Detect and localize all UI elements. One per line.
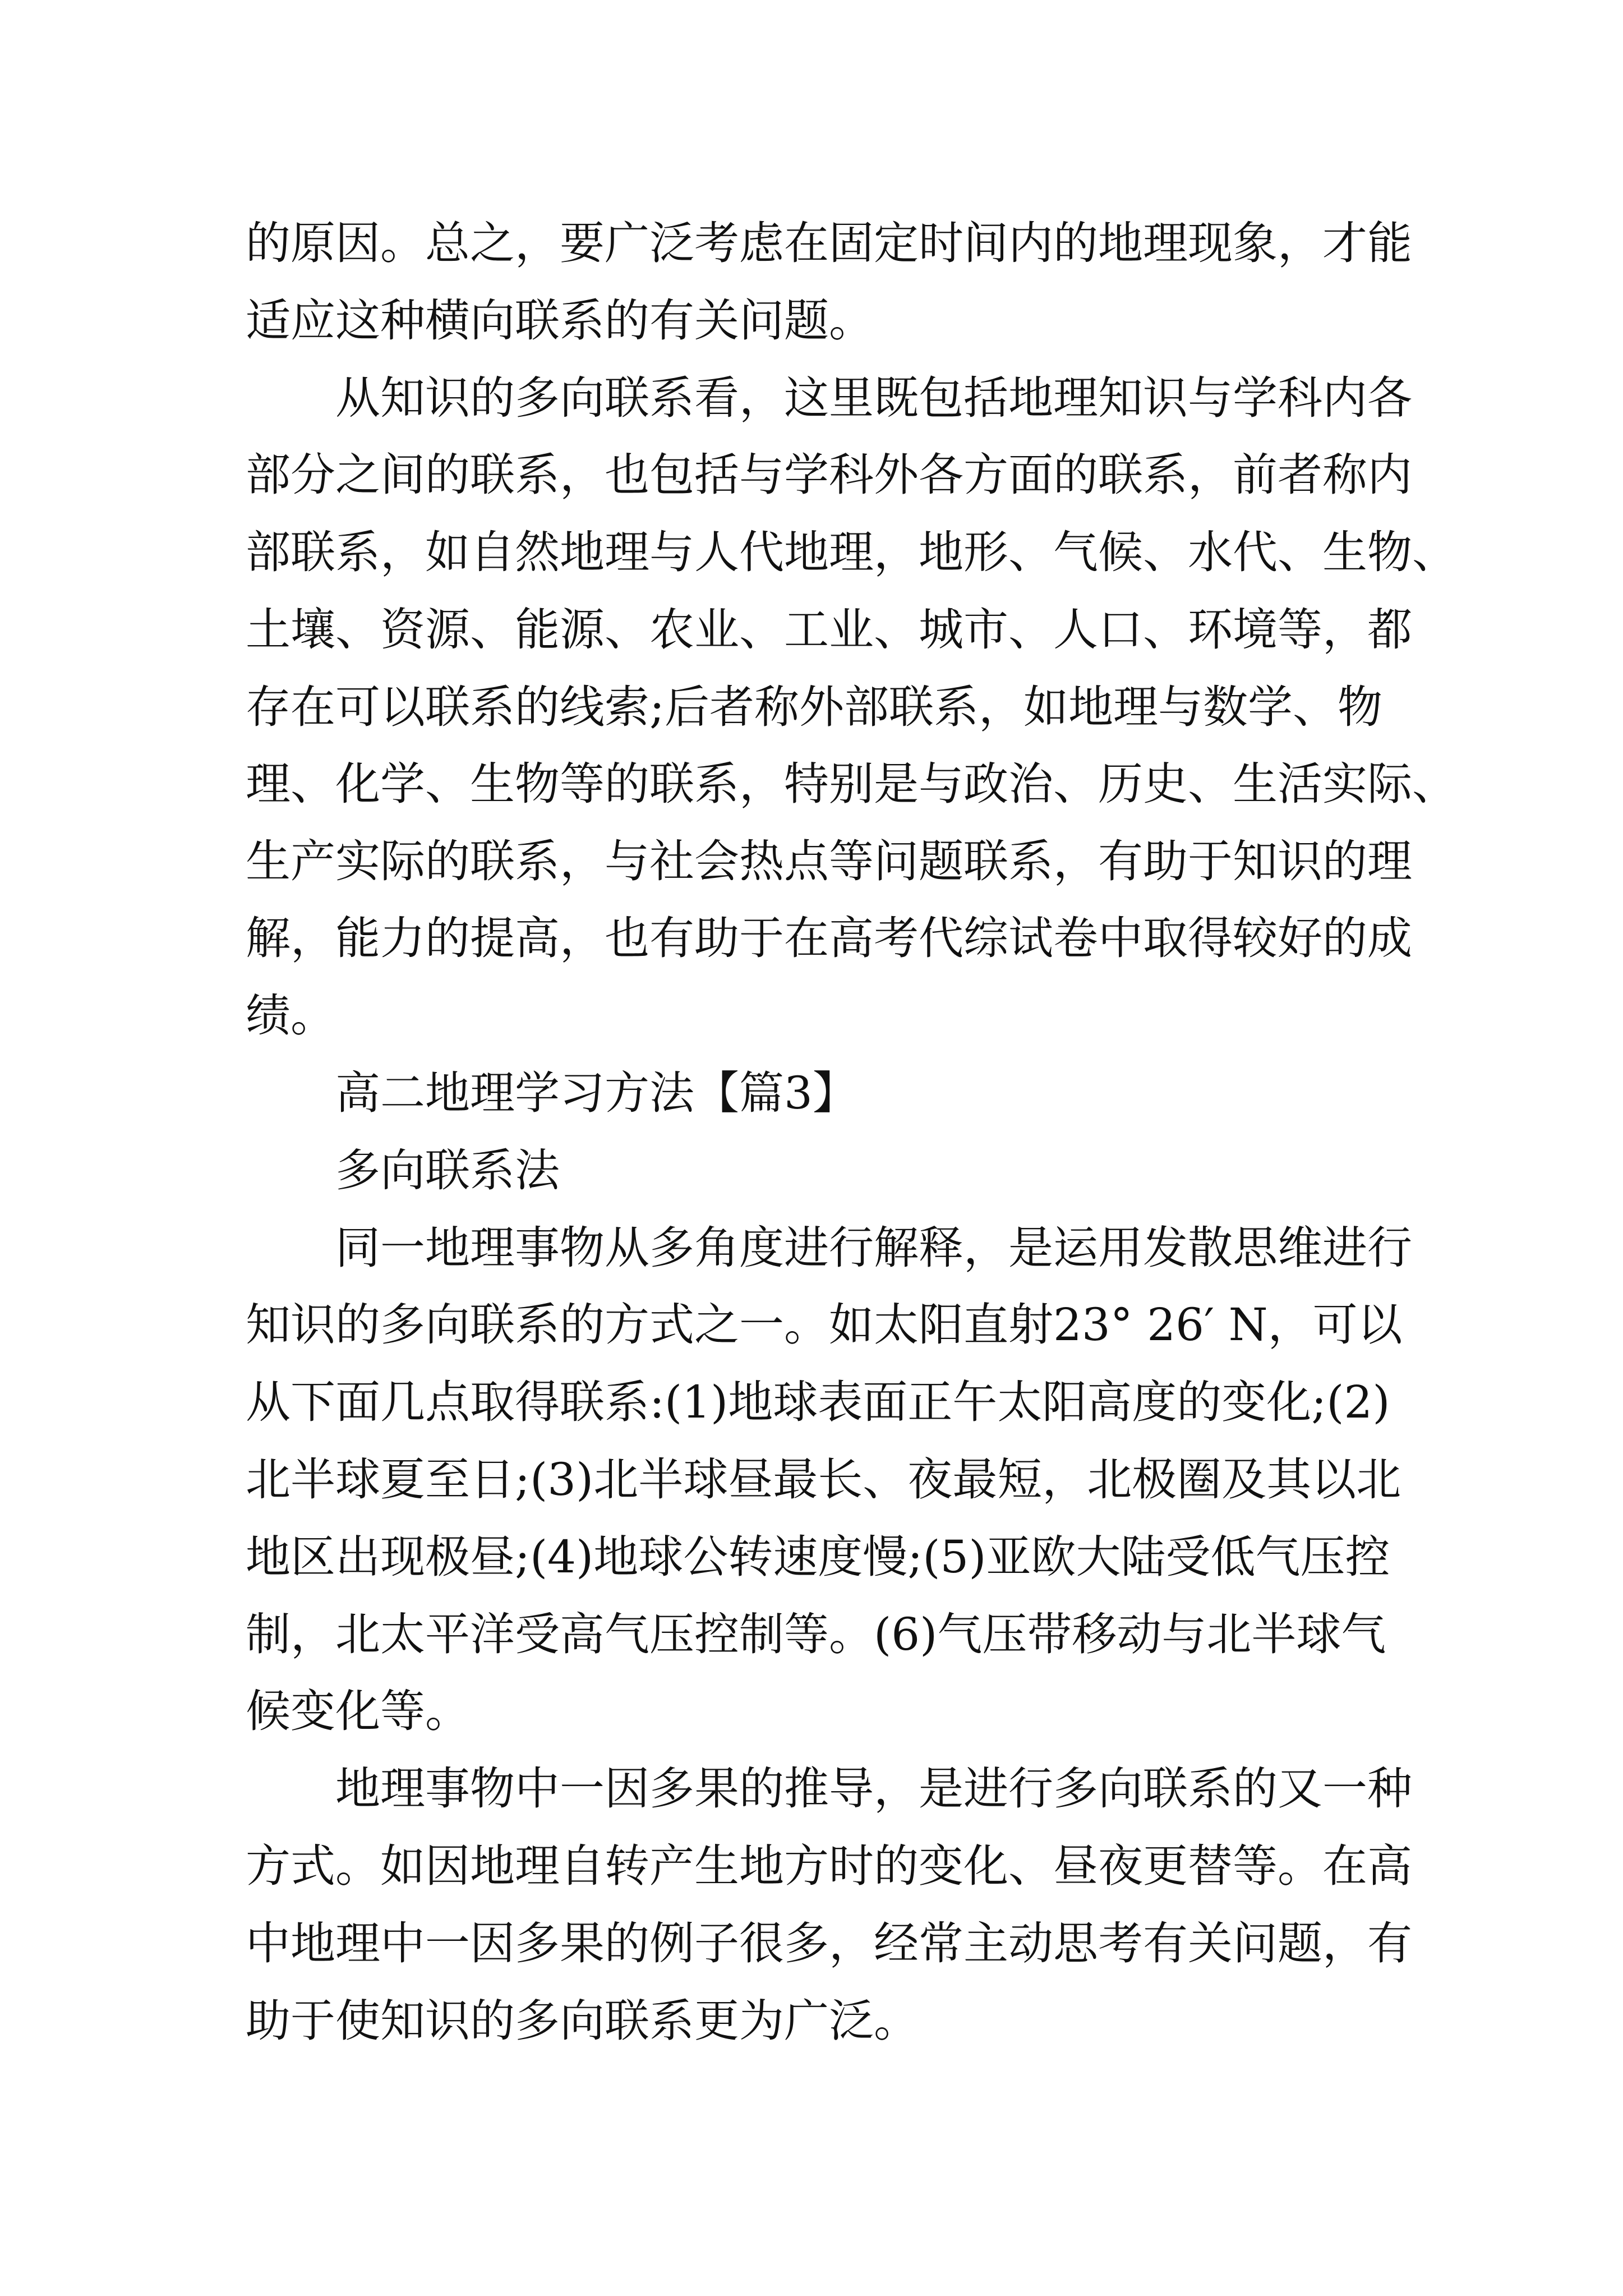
- subsection-heading: 多向联系法: [335, 1144, 560, 1197]
- text-line: 地理事物中一因多果的推导，是进行多向联系的又一种: [335, 1763, 1412, 1815]
- text-line: 知识的多向联系的方式之一。如太阳直射23° 26′ N，可以: [246, 1299, 1403, 1351]
- text-line: 候变化等。: [246, 1685, 470, 1737]
- text-line: 解，能力的提高，也有助于在高考代综试卷中取得较好的成: [246, 912, 1412, 964]
- text-line: 中地理中一因多果的例子很多，经常主动思考有关问题，有: [246, 1917, 1412, 1970]
- text-line: 土壤、资源、能源、农业、工业、城市、人口、环境等，都: [246, 604, 1412, 656]
- text-line: 地区出现极昼;(4)地球公转速度慢;(5)亚欧大陆受低气压控: [246, 1531, 1390, 1583]
- text-line: 的原因。总之，要广泛考虑在固定时间内的地理现象，才能: [246, 217, 1412, 269]
- text-line: 同一地理事物从多角度进行解释，是运用发散思维进行: [335, 1222, 1412, 1274]
- text-line: 北半球夏至日;(3)北半球昼最长、夜最短，北极圈及其以北: [246, 1453, 1401, 1506]
- text-line: 制，北太平洋受高气压控制等。(6)气压带移动与北半球气: [246, 1608, 1386, 1660]
- text-line: 适应这种横向联系的有关问题。: [246, 295, 874, 347]
- text-line: 绩。: [246, 990, 335, 1042]
- text-line: 部分之间的联系，也包括与学科外各方面的联系，前者称内: [246, 449, 1412, 501]
- text-line: 理、化学、生物等的联系，特别是与政治、历史、生活实际、: [246, 758, 1457, 810]
- text-line: 方式。如因地理自转产生地方时的变化、昼夜更替等。在高: [246, 1840, 1412, 1892]
- text-line: 助于使知识的多向联系更为广泛。: [246, 1995, 919, 2047]
- section-heading: 高二地理学习方法【篇3】: [335, 1067, 857, 1119]
- text-line: 从下面几点取得联系:(1)地球表面正午太阳高度的变化;(2): [246, 1376, 1390, 1428]
- text-line: 从知识的多向联系看，这里既包括地理知识与学科内各: [335, 372, 1412, 424]
- text-line: 部联系，如自然地理与人代地理，地形、气候、水代、生物、: [246, 526, 1457, 578]
- text-line: 生产实际的联系，与社会热点等问题联系，有助于知识的理: [246, 835, 1412, 887]
- text-line: 存在可以联系的线索;后者称外部联系，如地理与数学、物: [246, 681, 1382, 733]
